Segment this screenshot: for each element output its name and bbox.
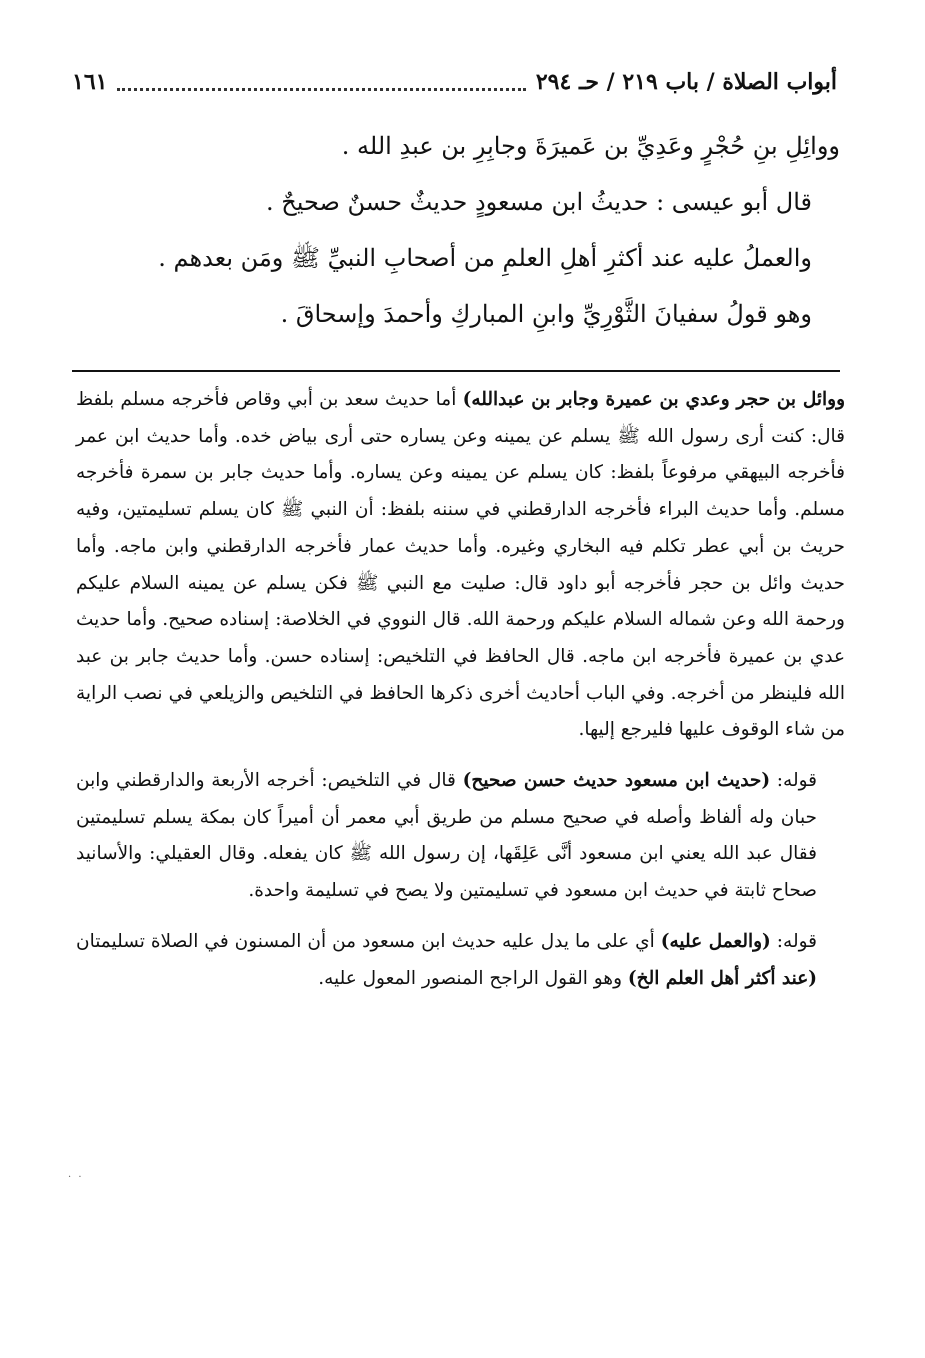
header-dotted-leader (117, 74, 525, 91)
page-header (72, 62, 837, 102)
commentary-text: وهو القول الراجح المنصور المعول عليه. (318, 967, 628, 989)
commentary-heading: ووائل بن حجر وعدي بن عميرة وجابر بن عبدالله) (462, 389, 846, 410)
page-number: ١٦١ (72, 69, 108, 95)
commentary-paragraph (76, 763, 845, 910)
scan-speck: · · (68, 1172, 84, 1183)
commentary (76, 382, 845, 1011)
main-text-line: قال أبو عيسى : حديثُ ابن مسعودٍ حديثٌ حسنٌ صحيحٌ . (266, 188, 812, 216)
main-text-line: والعملُ عليه عند أكثرِ أهلِ العلمِ من أصحابِ النبيِّ ﷺ ومَن بعدهم . (158, 244, 812, 272)
commentary-heading: (والعمل عليه) (660, 930, 771, 952)
main-text-line: وهو قولُ سفيانَ الثَّوْرِيِّ وابنِ المباركِ وأحمدَ وإسحاقَ . (280, 300, 812, 328)
commentary-text: قال في التلخيص: أخرجه الأربعة والدارقطني وابن حبان وله ألفاظ وأصله في صحيح مسلم من طريق أبي معمر أن أميراً كان بمكة يسلم تسليمتين فقال عبد الله يعني ابن مسعود أنَّى عَلِقَها، إن رسول الله ﷺ كان يفعله. وقال العقيلي: والأسانيد صحاح ثابتة في حديث ابن مسعود في تسليمتين ولا يصح في تسليمة واحدة. (76, 770, 817, 902)
commentary-paragraph (76, 382, 845, 749)
running-title: أبواب الصلاة / باب ٢١٩ / حـ ٢٩٤ (535, 69, 837, 95)
commentary-lead: قوله: (770, 770, 817, 792)
commentary-text: أما حديث سعد بن أبي وقاص فأخرجه مسلم بلفظ قال: كنت أرى رسول الله ﷺ يسلم عن يمينه وعن يساره حتى أرى بياض خده. وأما حديث ابن عمر فأخرجه البيهقي مرفوعاً بلفظ: كان يسلم عن يمينه وعن يساره. وأما حديث جابر بن سمرة فأخرجه مسلم. وأما حديث البراء فأخرجه الدارقطني في سننه بلفظ: أن النبي ﷺ كان يسلم تسليمتين، وفيه حريث بن أبي عطر تكلم فيه البخاري وغيره. وأما حديث عمار فأخرجه الدارقطني وابن ماجه. وأما حديث وائل بن حجر فأخرجه أبو داود قال: صليت مع النبي ﷺ فكن يسلم عن يمينه السلام عليكم ورحمة الله وعن شماله السلام عليكم ورحمة الله. قال النووي في الخلاصة: إسناده صحيح. وأما حديث عدي بن عميرة فأخرجه ابن ماجه. قال الحافظ في التلخيص: إسناده حسن. وأما حديث جابر بن عبد الله فلينظر من أخرجه. وفي الباب أحاديث أخرى ذكرها الحافظ في التلخيص والزيلعي في نصب الراية من شاء الوقوف عليها فليرجع إليها. (76, 389, 845, 741)
commentary-paragraph (76, 924, 845, 997)
commentary-heading: (حديث ابن مسعود حديث حسن صحيح) (462, 770, 771, 792)
commentary-text: أي على ما يدل عليه حديث ابن مسعود من أن المسنون في الصلاة تسليمتان (76, 930, 661, 952)
footnote-divider (72, 370, 840, 372)
commentary-heading: (عند أكثر أهل العلم الخ) (627, 967, 817, 989)
main-text (70, 118, 840, 342)
commentary-lead: قوله: (770, 930, 817, 952)
main-text-line: ووائِلِ بنِ حُجْرٍ وعَدِيِّ بن عَميرَةَ وجابِرِ بن عبدِ الله . (341, 132, 840, 160)
